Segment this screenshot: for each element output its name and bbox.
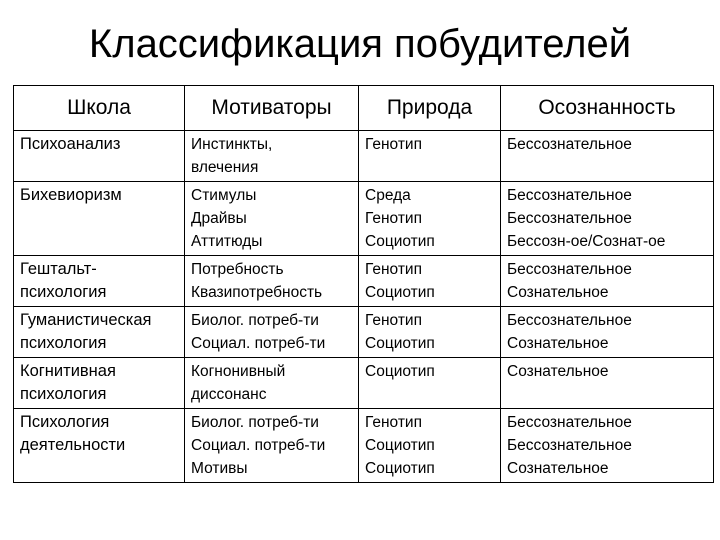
- table-row: [14, 182, 714, 256]
- motivators-cell: [185, 307, 359, 358]
- cell-text-line: Стимулы: [191, 187, 257, 204]
- cell-text-line: Социотип: [365, 363, 435, 380]
- cell-text-line: Генотип: [365, 210, 422, 227]
- cell-text-line: Среда: [365, 187, 411, 204]
- cell-text-line: Бихевиоризм: [20, 186, 122, 204]
- header-awareness: Осознанность: [501, 86, 714, 131]
- awareness-cell: [501, 131, 714, 182]
- motivators-cell: [185, 131, 359, 182]
- nature-cell: [359, 358, 501, 409]
- cell-text-line: Когнонивный: [191, 363, 286, 380]
- awareness-cell: [501, 256, 714, 307]
- cell-text-line: Биолог. потреб-ти: [191, 312, 319, 329]
- table-body: [14, 131, 714, 483]
- table-row: [14, 256, 714, 307]
- cell-text-line: Сознательное: [507, 284, 609, 301]
- nature-cell: [359, 131, 501, 182]
- cell-text-line: влечения: [191, 159, 259, 176]
- table-row: [14, 358, 714, 409]
- table-row: [14, 409, 714, 483]
- cell-text-line: Социал. потреб-ти: [191, 335, 326, 352]
- cell-text-line: Генотип: [365, 414, 422, 431]
- school-cell: [14, 182, 185, 256]
- header-nature: Природа: [359, 86, 501, 131]
- cell-text-line: Мотивы: [191, 460, 248, 477]
- cell-text-line: Сознательное: [507, 460, 609, 477]
- cell-text-line: Генотип: [365, 261, 422, 278]
- school-cell: [14, 131, 185, 182]
- cell-text-line: деятельности: [20, 436, 126, 454]
- cell-text-line: Психоанализ: [20, 135, 121, 153]
- cell-text-line: Сознательное: [507, 335, 609, 352]
- table-row: [14, 131, 714, 182]
- page-title: Классификация побудителей: [88, 22, 632, 66]
- cell-text-line: Инстинкты,: [191, 136, 273, 153]
- nature-cell: [359, 409, 501, 483]
- cell-text-line: Потребность: [191, 261, 284, 278]
- cell-text-line: Бессознательное: [507, 437, 632, 454]
- cell-text-line: Социотип: [365, 233, 435, 250]
- cell-text-line: Сознательное: [507, 363, 609, 380]
- cell-text-line: Бессознательное: [507, 187, 632, 204]
- cell-text-line: Социал. потреб-ти: [191, 437, 326, 454]
- header-motivators: Мотиваторы: [185, 86, 359, 131]
- table-header-row: [14, 86, 714, 131]
- cell-text-line: Биолог. потреб-ти: [191, 414, 319, 431]
- school-cell: [14, 409, 185, 483]
- motivators-cell: [185, 409, 359, 483]
- awareness-cell: [501, 409, 714, 483]
- cell-text-line: Аттитюды: [191, 233, 263, 250]
- school-cell: [14, 358, 185, 409]
- school-cell: [14, 307, 185, 358]
- motivators-cell: [185, 256, 359, 307]
- cell-text-line: Бессознательное: [507, 136, 632, 153]
- classification-table: [13, 85, 714, 483]
- awareness-cell: [501, 182, 714, 256]
- nature-cell: [359, 256, 501, 307]
- cell-text-line: диссонанс: [191, 386, 267, 403]
- cell-text-line: Социотип: [365, 437, 435, 454]
- cell-text-line: психология: [20, 334, 107, 352]
- cell-text-line: Квазипотребность: [191, 284, 323, 301]
- cell-text-line: Бессозн-ое/Сознат-ое: [507, 233, 666, 250]
- awareness-cell: [501, 358, 714, 409]
- cell-text-line: Социотип: [365, 460, 435, 477]
- cell-text-line: Социотип: [365, 284, 435, 301]
- header-school: Школа: [14, 86, 185, 131]
- cell-text-line: Генотип: [365, 136, 422, 153]
- awareness-cell: [501, 307, 714, 358]
- nature-cell: [359, 182, 501, 256]
- cell-text-line: Бессознательное: [507, 414, 632, 431]
- cell-text-line: Бессознательное: [507, 210, 632, 227]
- cell-text-line: Бессознательное: [507, 312, 632, 329]
- cell-text-line: Социотип: [365, 335, 435, 352]
- cell-text-line: Бессознательное: [507, 261, 632, 278]
- nature-cell: [359, 307, 501, 358]
- cell-text-line: Психология: [20, 413, 110, 431]
- motivators-cell: [185, 182, 359, 256]
- cell-text-line: Когнитивная: [20, 362, 116, 380]
- school-cell: [14, 256, 185, 307]
- cell-text-line: психология: [20, 283, 107, 301]
- motivators-cell: [185, 358, 359, 409]
- cell-text-line: Гештальт-: [20, 260, 97, 278]
- cell-text-line: Гуманистическая: [20, 311, 152, 329]
- cell-text-line: Генотип: [365, 312, 422, 329]
- cell-text-line: психология: [20, 385, 107, 403]
- cell-text-line: Драйвы: [191, 210, 247, 227]
- table-row: [14, 307, 714, 358]
